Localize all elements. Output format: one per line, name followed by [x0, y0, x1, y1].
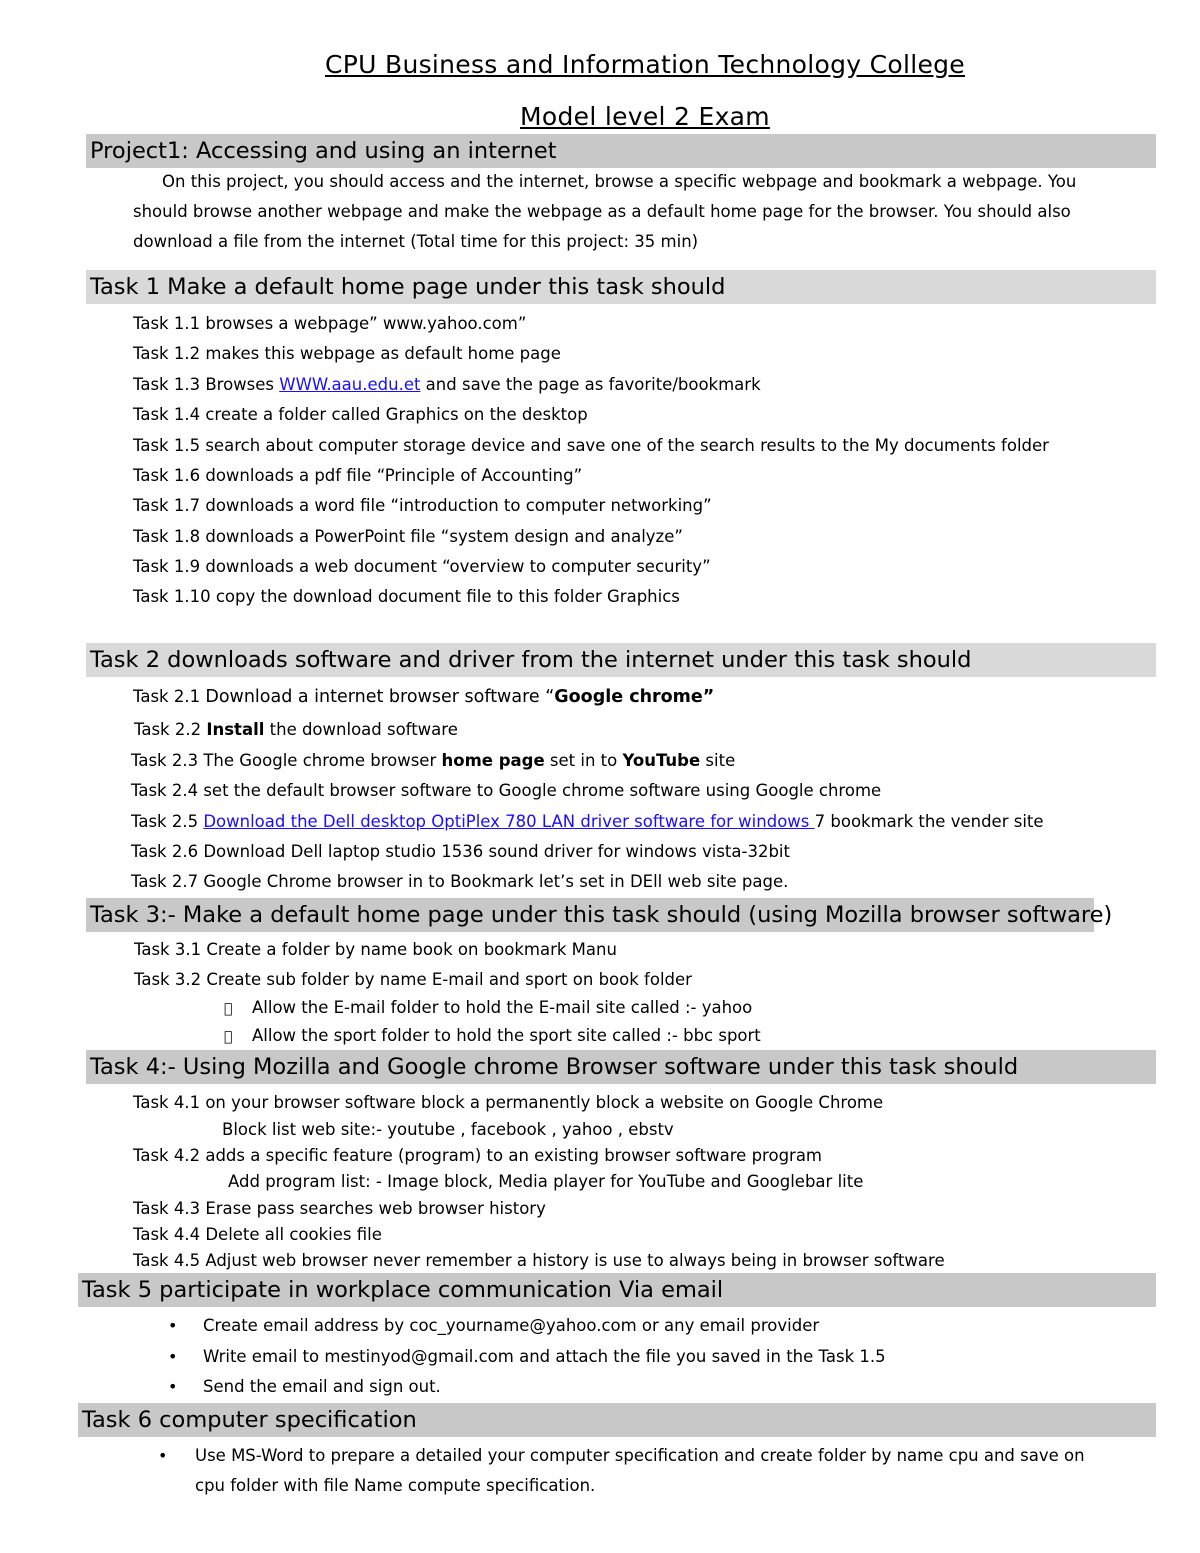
task-item: Task 1.4 create a folder called Graphics on the desktop	[133, 405, 588, 424]
task-item-text: the download software	[264, 720, 458, 739]
bullet-item	[168, 1346, 886, 1368]
aau-link[interactable]: WWW.aau.edu.et	[279, 375, 421, 394]
bullet-icon: •	[168, 1377, 178, 1396]
task-item: Task 4.4 Delete all cookies file	[133, 1225, 382, 1244]
task-item-text: Task 2.1	[133, 687, 206, 706]
task5-heading: Task 5 participate in workplace communication Via email	[78, 1273, 1156, 1307]
task-item-text: Task 1.3 Browses	[133, 375, 280, 394]
task-item: Task 2.4 set the default browser software to Google chrome software using Google chrome	[131, 781, 882, 800]
task-item: Task 1.7 downloads a word file “introduction to computer networking”	[133, 496, 712, 515]
task6-heading: Task 6 computer specification	[78, 1403, 1156, 1437]
task-item-sublist: Block list web site:- youtube , facebook , yahoo , ebstv	[222, 1120, 674, 1139]
task-item-2-3	[131, 750, 735, 772]
task-item: Task 4.2 adds a specific feature (program) to an existing browser software program	[133, 1146, 823, 1165]
sub-bullet-item	[224, 997, 752, 1020]
project1-heading: Project1: Accessing and using an internet	[86, 134, 1156, 168]
bullet-icon: •	[168, 1316, 178, 1335]
bullet-item	[158, 1445, 1085, 1467]
task-item-2-1	[133, 686, 714, 708]
task-item: Task 1.9 downloads a web document “overview to computer security”	[133, 557, 711, 576]
task-item-bold: home page	[441, 751, 545, 770]
bullet-icon	[224, 1026, 252, 1048]
task-item: Task 2.6 Download Dell laptop studio 1536 sound driver for windows vista-32bit	[131, 842, 790, 861]
task-item-1-3	[133, 374, 761, 396]
bullet-icon: •	[168, 1347, 178, 1366]
bullet-text: Allow the E-mail folder to hold the E-mail site called :- yahoo	[252, 998, 753, 1017]
task-item: Task 3.1 Create a folder by name book on bookmark Manu	[134, 940, 617, 959]
task-item-text: Task 2.2	[134, 720, 207, 739]
task-item: Task 1.6 downloads a pdf file “Principle of Accounting”	[133, 466, 583, 485]
task-item: Task 1.10 copy the download document file to this folder Graphics	[133, 587, 680, 606]
task-item: Task 1.1 browses a webpage” www.yahoo.com”	[133, 314, 527, 333]
task-item: Task 3.2 Create sub folder by name E-mail and sport on book folder	[134, 970, 692, 989]
project1-paragraph-line: should browse another webpage and make the webpage as a default home page for the browser. You should also	[133, 202, 1071, 221]
task-item: Task 4.3 Erase pass searches web browser history	[133, 1199, 546, 1218]
project1-paragraph-line: download a file from the internet (Total time for this project: 35 min)	[133, 232, 699, 251]
task-item: Task 2.7 Google Chrome browser in to Bookmark let’s set in DEll web site page.	[131, 872, 789, 891]
task-item-2-2	[134, 719, 458, 741]
bullet-item	[168, 1315, 819, 1337]
bullet-continuation: cpu folder with file Name compute specification.	[195, 1476, 596, 1495]
bullet-icon	[224, 998, 252, 1020]
task-item-sublist: Add program list: - Image block, Media player for YouTube and Googlebar lite	[228, 1172, 864, 1191]
bullet-text: Create email address by coc_yourname@yahoo.com or any email provider	[203, 1316, 820, 1335]
task-item-2-5	[131, 811, 1044, 833]
bullet-text: Use MS-Word to prepare a detailed your computer specification and create folder by name cpu and save on	[195, 1446, 1085, 1465]
task-item-bold: YouTube	[622, 751, 701, 770]
project1-paragraph-line: On this project, you should access and the internet, browse a specific webpage and bookmark a webpage. You	[162, 172, 1077, 191]
task3-heading: Task 3:- Make a default home page under this task should (using Mozilla browser software)	[86, 898, 1094, 932]
bullet-text: Write email to mestinyod@gmail.com and attach the file you saved in the Task 1.5	[203, 1347, 886, 1366]
task-item: Task 4.5 Adjust web browser never remember a history is use to always being in browser software	[133, 1251, 945, 1270]
task-item-text: Download a internet browser software “	[205, 687, 555, 707]
bullet-item	[168, 1376, 441, 1398]
task-item-bold: Google chrome”	[554, 687, 715, 707]
task2-heading: Task 2 downloads software and driver from the internet under this task should	[86, 643, 1156, 677]
dell-driver-link[interactable]: Download the Dell desktop OptiPlex 780 LAN driver software for windows	[203, 812, 815, 831]
task-item: Task 4.1 on your browser software block a permanently block a website on Google Chrome	[133, 1093, 884, 1112]
task-item: Task 1.2 makes this webpage as default home page	[133, 344, 561, 363]
college-title: CPU Business and Information Technology College	[325, 50, 965, 79]
task-item-text: and save the page as favorite/bookmark	[420, 375, 761, 394]
task-item-text: site	[700, 751, 736, 770]
task4-heading: Task 4:- Using Mozilla and Google chrome Browser software under this task should	[86, 1050, 1156, 1084]
task-item-text: Task 2.5	[131, 812, 204, 831]
task-item: Task 1.5 search about computer storage device and save one of the search results to the My documents folder	[133, 436, 1049, 455]
sub-bullet-item	[224, 1025, 761, 1048]
bullet-text: Allow the sport folder to hold the sport site called :- bbc sport	[252, 1026, 761, 1045]
bullet-icon: •	[158, 1446, 168, 1465]
task-item-text: set in to	[544, 751, 623, 770]
task-item: Task 1.8 downloads a PowerPoint file “system design and analyze”	[133, 527, 683, 546]
task-item-text: Task 2.3 The Google chrome browser	[131, 751, 442, 770]
bullet-text: Send the email and sign out.	[203, 1377, 441, 1396]
task1-heading: Task 1 Make a default home page under this task should	[86, 270, 1156, 304]
exam-title: Model level 2 Exam	[520, 102, 770, 131]
task-item-text: 7 bookmark the vender site	[814, 812, 1044, 831]
task-item-bold: Install	[206, 720, 265, 739]
